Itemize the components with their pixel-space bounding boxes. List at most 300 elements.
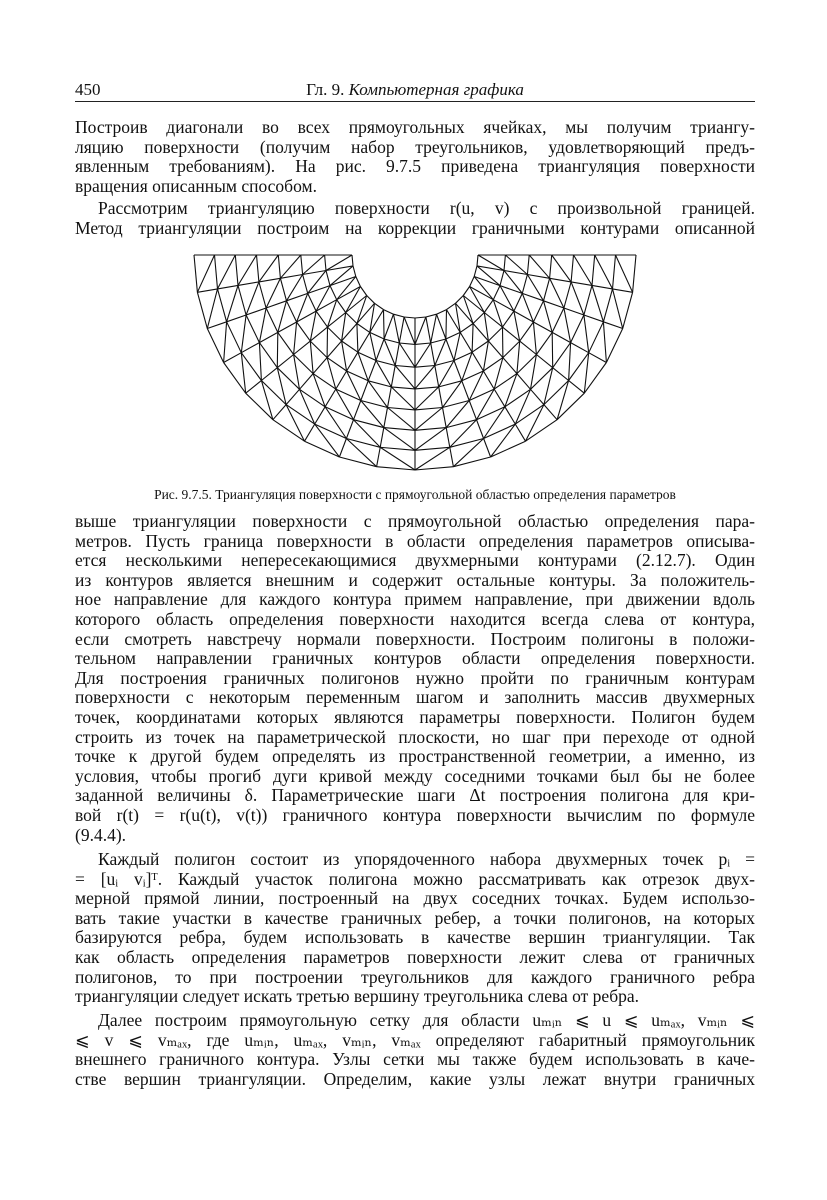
text-line: вой r(t) = r(u(t), v(t)) граничного контура поверхности вычислим по формуле	[75, 804, 755, 825]
mesh-diagonal-edge	[277, 332, 278, 367]
mesh-ring-edge	[493, 286, 500, 300]
mesh-diagonal-edge	[522, 293, 533, 322]
mesh-radial-edge	[435, 366, 439, 387]
mesh-radial-edge	[552, 332, 570, 342]
mesh-diagonal-edge	[197, 255, 214, 292]
mesh-ring-edge	[536, 332, 552, 354]
mesh-radial-edge	[564, 308, 584, 315]
text-line: ⩽ v ⩽ vₘₐₓ, где uₘᵢₙ, uₘₐₓ, vₘᵢₙ, vₘₐₓ определяют габаритный прямоугольник	[75, 1029, 755, 1050]
mesh-ring-edge	[514, 293, 522, 311]
mesh-diagonal-edge	[357, 324, 358, 353]
mesh-ring-edge	[266, 308, 278, 332]
mesh-ring-edge	[456, 296, 464, 304]
mesh-radial-edge	[446, 428, 450, 448]
mesh-diagonal-edge	[391, 387, 415, 410]
mesh-ring-edge	[553, 343, 571, 368]
mesh-ring-edge	[257, 255, 259, 282]
mesh-radial-edge	[246, 381, 262, 394]
mesh-radial-edge	[439, 387, 443, 408]
mesh-ring-edge	[377, 467, 415, 470]
mesh-diagonal-edge	[286, 405, 304, 442]
mesh-radial-edge	[327, 341, 342, 358]
mesh-ring-edge	[353, 266, 356, 277]
text-line: ляцию поверхности (получим набор треугольников, удовлетворяющий предъ-	[75, 136, 755, 157]
mesh-ring-edge	[474, 266, 477, 277]
mesh-radial-edge	[361, 381, 368, 401]
mesh-radial-edge	[384, 314, 393, 339]
mesh-radial-edge	[460, 332, 472, 352]
mesh-ring-edge	[633, 255, 636, 292]
mesh-diagonal-edge	[207, 289, 217, 329]
mesh-radial-edge	[300, 374, 314, 390]
mesh-radial-edge	[273, 405, 286, 420]
mesh-ring-edge	[337, 300, 346, 313]
mesh-ring-edge	[394, 314, 405, 317]
mesh-ring-edge	[194, 255, 197, 292]
mesh-diagonal-edge	[297, 293, 308, 322]
mesh-diagonal-edge	[415, 366, 435, 389]
text-line: вать такие участки в качестве граничных ребер, а точки полигонов, на которых	[75, 907, 755, 928]
mesh-ring-edge	[399, 343, 415, 344]
mesh-radial-edge	[313, 358, 327, 374]
mesh-radial-edge	[584, 315, 604, 322]
mesh-ring-edge	[550, 255, 552, 278]
mesh-ring-edge	[287, 301, 297, 322]
mesh-ring-edge	[415, 343, 431, 344]
mesh-diagonal-edge	[415, 317, 426, 344]
mesh-radial-edge	[287, 293, 308, 300]
mesh-diagonal-edge	[342, 341, 347, 371]
mesh-ring-edge	[325, 255, 326, 271]
mesh-radial-edge	[536, 355, 552, 368]
mesh-radial-edge	[224, 353, 242, 363]
mesh-diagonal-edge	[564, 308, 571, 343]
mesh-radial-edge	[522, 293, 543, 300]
mesh-diagonal-edge	[592, 285, 603, 321]
mesh-radial-edge	[484, 439, 491, 458]
text-line: из контуров является внешним и содержит остальные контуры. За положитель-	[75, 569, 755, 590]
mesh-radial-edge	[517, 374, 531, 390]
running-title	[75, 80, 755, 100]
mesh-radial-edge	[354, 401, 361, 420]
mesh-ring-edge	[326, 271, 330, 286]
mesh-diagonal-edge	[294, 322, 297, 355]
mesh-radial-edge	[238, 282, 259, 286]
mesh-radial-edge	[571, 282, 592, 286]
mesh-diagonal-edge	[431, 314, 437, 343]
mesh-ring-edge	[473, 313, 484, 324]
mesh-radial-edge	[514, 311, 534, 322]
mesh-ring-edge	[460, 324, 473, 333]
text-line: Рассмотрим триангуляцию поверхности r(u, v) с произвольной границей.	[98, 198, 755, 218]
mesh-ring-edge	[395, 366, 415, 368]
mesh-radial-edge	[286, 389, 299, 404]
text-line: если смотреть навстречу нормали поверхности. Построим полигоны в положи-	[75, 628, 755, 649]
text-line: условия, чтобы прогиб дуги кривой между соседними точками был бы не более	[75, 765, 755, 786]
mesh-radial-edge	[450, 447, 454, 466]
mesh-radial-edge	[339, 439, 346, 458]
mesh-diagonal-edge	[361, 401, 384, 428]
mesh-ring-edge	[330, 286, 337, 300]
paragraph-5	[75, 1011, 755, 1089]
mesh-diagonal-edge	[574, 255, 593, 285]
mesh-radial-edge	[589, 353, 607, 363]
mesh-ring-edge	[500, 271, 504, 286]
chapter-number: Гл. 9.	[306, 80, 345, 99]
mesh-radial-edge	[569, 381, 585, 394]
mesh-diagonal-edge	[435, 339, 446, 366]
mesh-radial-edge	[477, 420, 484, 439]
mesh-radial-edge	[380, 428, 384, 448]
mesh-radial-edge	[294, 341, 311, 354]
mesh-ring-edge	[533, 301, 543, 322]
mesh-ring-edge	[437, 310, 447, 315]
mesh-diagonal-edge	[384, 428, 415, 451]
mesh-radial-edge	[197, 289, 217, 292]
mesh-ring-edge	[197, 292, 207, 328]
mesh-radial-edge	[531, 389, 544, 404]
mesh-diagonal-edge	[613, 289, 623, 329]
mesh-ring-edge	[504, 255, 505, 271]
mesh-diagonal-edge	[370, 332, 376, 360]
mesh-radial-edge	[446, 339, 454, 361]
mesh-radial-edge	[494, 389, 505, 407]
mesh-ring-edge	[207, 329, 223, 363]
mesh-ring-edge	[571, 255, 573, 282]
mesh-radial-edge	[227, 315, 247, 322]
mesh-radial-edge	[259, 278, 281, 282]
mesh-ring-edge	[235, 255, 238, 285]
chapter-title: Компьютерная графика	[348, 80, 524, 99]
mesh-ring-edge	[544, 278, 550, 301]
mesh-ring-edge	[589, 322, 604, 353]
mesh-ring-edge	[488, 327, 502, 341]
mesh-ring-edge	[470, 277, 475, 287]
mesh-diagonal-edge	[384, 339, 395, 366]
text-line: базируются ребра, будем использовать в качестве вершин триангуляции. Так	[75, 927, 755, 948]
mesh-diagonal-edge	[415, 387, 439, 410]
mesh-ring-edge	[527, 255, 529, 275]
mesh-ring-edge	[316, 311, 327, 327]
mesh-ring-edge	[308, 293, 316, 311]
figure-caption: Рис. 9.7.5. Триангуляция поверхности с прямоугольной областью определения параметров	[154, 487, 676, 502]
mesh-ring-edge	[328, 327, 342, 341]
mesh-ring-edge	[380, 447, 415, 450]
text-line: которого область определения поверхности находится всегда слева от контура,	[75, 608, 755, 629]
mesh-diagonal-edge	[454, 332, 460, 360]
mesh-ring-edge	[280, 278, 286, 301]
mesh-radial-edge	[384, 408, 388, 428]
mesh-radial-edge	[368, 361, 376, 381]
mesh-diagonal-edge	[544, 301, 553, 333]
mesh-ring-edge	[278, 255, 280, 278]
mesh-ring-edge	[375, 303, 384, 309]
mesh-diagonal-edge	[603, 322, 606, 363]
mesh-diagonal-edge	[278, 301, 287, 333]
mesh-diagonal-edge	[584, 315, 589, 353]
mesh-ring-edge	[415, 447, 450, 450]
mesh-diagonal-edge	[354, 420, 381, 448]
mesh-ring-edge	[584, 285, 592, 315]
mesh-radial-edge	[297, 311, 317, 322]
mesh-diagonal-edge	[315, 424, 340, 457]
mesh-diagonal-edge	[450, 420, 477, 448]
mesh-ring-edge	[522, 275, 527, 294]
mesh-ring-edge	[463, 287, 469, 296]
mesh-ring-edge	[491, 441, 526, 457]
mesh-ring-edge	[477, 255, 478, 266]
mesh-ring-edge	[415, 387, 439, 389]
text-line: точек, координатами которых являются параметры поверхности. Полигон будем	[75, 706, 755, 727]
mesh-ring-edge	[303, 275, 308, 294]
mesh-ring-edge	[388, 408, 416, 410]
mesh-ring-edge	[613, 255, 616, 289]
mesh-radial-edge	[571, 343, 589, 353]
running-header	[75, 80, 755, 102]
mesh-ring-edge	[352, 255, 353, 266]
text-line: Построив диагонали во всех прямоугольных ячейках, мы получим триангу-	[75, 117, 755, 137]
mesh-ring-edge	[301, 255, 303, 275]
mesh-diagonal-edge	[287, 275, 303, 301]
mesh-diagonal-edge	[552, 332, 553, 367]
mesh-radial-edge	[503, 358, 517, 374]
mesh-ring-edge	[415, 366, 435, 368]
mesh-ring-edge	[360, 287, 366, 296]
mesh-radial-edge	[592, 285, 613, 289]
mesh-ring-edge	[571, 315, 584, 343]
text-line: полигонов, то при построении треугольников для каждого граничного ребра	[75, 966, 755, 987]
mesh-ring-edge	[552, 308, 564, 332]
text-line: тельном направлении граничных контуров области определения поверхности.	[75, 648, 755, 669]
mesh-radial-edge	[431, 343, 435, 366]
mesh-ring-edge	[415, 467, 453, 470]
mesh-ring-edge	[370, 332, 384, 339]
mesh-ring-edge	[310, 341, 327, 358]
mesh-diagonal-edge	[526, 405, 544, 442]
mesh-ring-edge	[415, 408, 443, 410]
mesh-diagonal-edge	[218, 255, 236, 289]
paragraph-1	[75, 118, 755, 196]
text-line: Каждый полигон состоит из упорядоченного набора двухмерных точек pᵢ =	[98, 849, 755, 869]
mesh-ring-edge	[526, 420, 558, 442]
mesh-radial-edge	[505, 407, 515, 424]
mesh-diagonal-edge	[533, 322, 536, 355]
mesh-radial-edge	[395, 343, 399, 366]
mesh-radial-edge	[259, 332, 277, 342]
mesh-ring-edge	[346, 313, 357, 324]
mesh-radial-edge	[454, 361, 462, 381]
mesh-diagonal-edge	[388, 408, 416, 431]
mesh-radial-edge	[462, 381, 469, 401]
mesh-ring-edge	[259, 343, 277, 368]
mesh-radial-edge	[261, 368, 277, 381]
text-line: триангуляции следует искать третью вершину треугольника слева от ребра.	[75, 986, 639, 1007]
text-line: = [uᵢ vᵢ]ᵀ. Каждый участок полигона можно рассматривать как отрезок двух-	[75, 868, 755, 889]
mesh-diagonal-edge	[552, 255, 571, 282]
mesh-diagonal-edge	[469, 371, 483, 401]
mesh-radial-edge	[358, 332, 370, 352]
paragraph-3	[75, 512, 755, 845]
mesh-diagonal-edge	[380, 447, 415, 470]
text-line: Метод триангуляции построим на коррекции граничными контурами описанной	[75, 217, 755, 238]
mesh-diagonal-edge	[569, 343, 571, 381]
mesh-ring-edge	[356, 277, 361, 287]
mesh-diagonal-edge	[571, 282, 584, 315]
mesh-radial-edge	[376, 339, 384, 361]
text-line: метров. Пусть граница поверхности в области определения параметров описыва-	[75, 530, 755, 551]
paragraph-4	[75, 850, 755, 1007]
mesh-radial-edge	[483, 371, 494, 389]
mesh-ring-edge	[273, 420, 305, 442]
mesh-radial-edge	[246, 308, 266, 315]
mesh-ring-edge	[259, 282, 266, 308]
mesh-ring-edge	[431, 339, 446, 343]
mesh-ring-edge	[447, 303, 456, 309]
mesh-ring-edge	[606, 329, 622, 363]
text-line: (9.4.4).	[75, 824, 127, 845]
mesh-radial-edge	[377, 447, 381, 466]
mesh-diagonal-edge	[527, 275, 543, 301]
mesh-diagonal-edge	[395, 366, 415, 389]
mesh-radial-edge	[520, 341, 537, 354]
mesh-ring-edge	[218, 289, 227, 322]
text-line: строить из точек на параметрической плоскости, но шаг при переходе от одной	[75, 726, 755, 747]
mesh-ring-edge	[305, 441, 340, 457]
mesh-diagonal-edge	[544, 368, 553, 405]
text-line: мерной прямой линии, построенный на двух соседних точках. Будем использо-	[75, 888, 755, 909]
mesh-diagonal-edge	[505, 374, 517, 407]
mesh-radial-edge	[613, 289, 633, 292]
mesh-ring-edge	[391, 387, 415, 389]
mesh-radial-edge	[553, 368, 569, 381]
text-line: поверхности с некоторым переменным шагом и заполнить массив двухмерных	[75, 687, 755, 708]
text-line: точке к другой будем определять из пространственной геометрии, а именно, из	[75, 746, 755, 767]
mesh-diagonal-edge	[310, 341, 313, 374]
mesh-radial-edge	[544, 405, 557, 420]
mesh-diagonal-edge	[313, 374, 325, 407]
mesh-radial-edge	[305, 424, 315, 441]
mesh-radial-edge	[488, 341, 503, 358]
mesh-diagonal-edge	[517, 341, 520, 374]
mesh-ring-edge	[603, 289, 612, 322]
mesh-ring-edge	[238, 285, 246, 315]
mesh-radial-edge	[277, 355, 293, 368]
mesh-diagonal-edge	[347, 371, 361, 401]
mesh-diagonal-edge	[446, 401, 469, 428]
mesh-radial-edge	[388, 387, 392, 408]
mesh-diagonal-edge	[483, 341, 488, 371]
mesh-ring-edge	[342, 341, 358, 352]
mesh-radial-edge	[207, 322, 226, 329]
mesh-radial-edge	[336, 371, 347, 389]
text-line: явленным требованиям). На рис. 9.7.5 приведена триангуляция поверхности	[75, 156, 755, 177]
mesh-diagonal-edge	[415, 447, 450, 470]
mesh-ring-edge	[278, 332, 294, 354]
mesh-radial-edge	[426, 317, 431, 343]
mesh-diagonal-edge	[259, 343, 261, 381]
mesh-diagonal-edge	[446, 310, 447, 339]
mesh-radial-edge	[241, 343, 259, 353]
mesh-diagonal-edge	[259, 255, 278, 282]
mesh-radial-edge	[550, 278, 572, 282]
mesh-ring-edge	[367, 296, 375, 304]
mesh-diagonal-edge	[224, 322, 227, 363]
mesh-ring-edge	[215, 255, 218, 289]
mesh-diagonal-edge	[415, 343, 431, 367]
mesh-diagonal-edge	[399, 343, 415, 367]
mesh-ring-edge	[246, 315, 259, 343]
mesh-radial-edge	[315, 407, 325, 424]
mesh-diagonal-edge	[277, 368, 286, 405]
text-line: как область определения параметров поверхности лежит слева от граничных	[75, 946, 755, 967]
mesh-diagonal-edge	[415, 428, 446, 451]
mesh-ring-edge	[484, 300, 493, 313]
text-line: ется несколькими непересекающимися двухмерными контурами (2.12.7). Один	[75, 550, 755, 571]
mesh-ring-edge	[384, 339, 399, 343]
mesh-ring-edge	[503, 311, 514, 327]
mesh-ring-edge	[520, 322, 534, 341]
mesh-diagonal-edge	[595, 255, 613, 289]
text-line: выше триангуляции поверхности с прямоугольной областью определения пара-	[75, 511, 755, 531]
text-line: стве вершин триангуляции. Определим, какие узлы лежат внутри граничных	[75, 1068, 755, 1089]
mesh-ring-edge	[297, 322, 311, 341]
paragraph-2	[75, 199, 755, 238]
mesh-ring-edge	[503, 341, 520, 358]
mesh-diagonal-edge	[241, 315, 246, 353]
mesh-ring-edge	[426, 314, 437, 317]
mesh-ring-edge	[446, 332, 460, 339]
mesh-ring-edge	[415, 317, 426, 318]
mesh-diagonal-edge	[491, 424, 516, 457]
mesh-radial-edge	[218, 285, 239, 289]
mesh-ring-edge	[404, 317, 415, 318]
mesh-diagonal-edge	[616, 255, 633, 292]
mesh-diagonal-edge	[384, 310, 385, 339]
mesh-diagonal-edge	[415, 408, 443, 431]
mesh-ring-edge	[227, 322, 242, 353]
mesh-diagonal-edge	[238, 255, 257, 285]
mesh-diagonal-edge	[246, 282, 259, 315]
mesh-radial-edge	[443, 408, 447, 428]
mesh-radial-edge	[515, 424, 525, 441]
text-line: вращения описанным способом.	[75, 175, 317, 196]
mesh-diagonal-edge	[227, 285, 238, 321]
mesh-ring-edge	[623, 292, 633, 328]
text-line: Для построения граничных полигонов нужно пройти по граничным контурам	[75, 667, 755, 688]
triangulation-figure	[185, 250, 650, 475]
mesh-ring-edge	[384, 310, 394, 315]
mesh-radial-edge	[603, 322, 622, 329]
mesh-radial-edge	[399, 317, 404, 343]
mesh-radial-edge	[469, 401, 476, 420]
mesh-ring-edge	[564, 282, 571, 308]
mesh-radial-edge	[346, 420, 353, 439]
mesh-diagonal-edge	[259, 308, 266, 343]
mesh-ring-edge	[592, 255, 595, 285]
mesh-radial-edge	[437, 314, 446, 339]
text-line: Далее построим прямоугольную сетку для области uₘᵢₙ ⩽ u ⩽ uₘₐₓ, vₘᵢₙ ⩽	[98, 1010, 755, 1030]
text-line: заданной величины δ. Параметрические шаги Δt построения полигона для кри-	[75, 785, 755, 806]
text-line: внешнего граничного контура. Узлы сетки мы также будем использовать в каче-	[75, 1049, 755, 1070]
mesh-ring-edge	[384, 428, 415, 431]
mesh-radial-edge	[325, 389, 336, 407]
page-number: 450	[75, 80, 101, 99]
mesh-diagonal-edge	[404, 317, 415, 344]
mesh-diagonal-edge	[394, 314, 400, 343]
mesh-radial-edge	[391, 366, 395, 387]
mesh-ring-edge	[415, 428, 446, 431]
mesh-radial-edge	[472, 352, 483, 371]
